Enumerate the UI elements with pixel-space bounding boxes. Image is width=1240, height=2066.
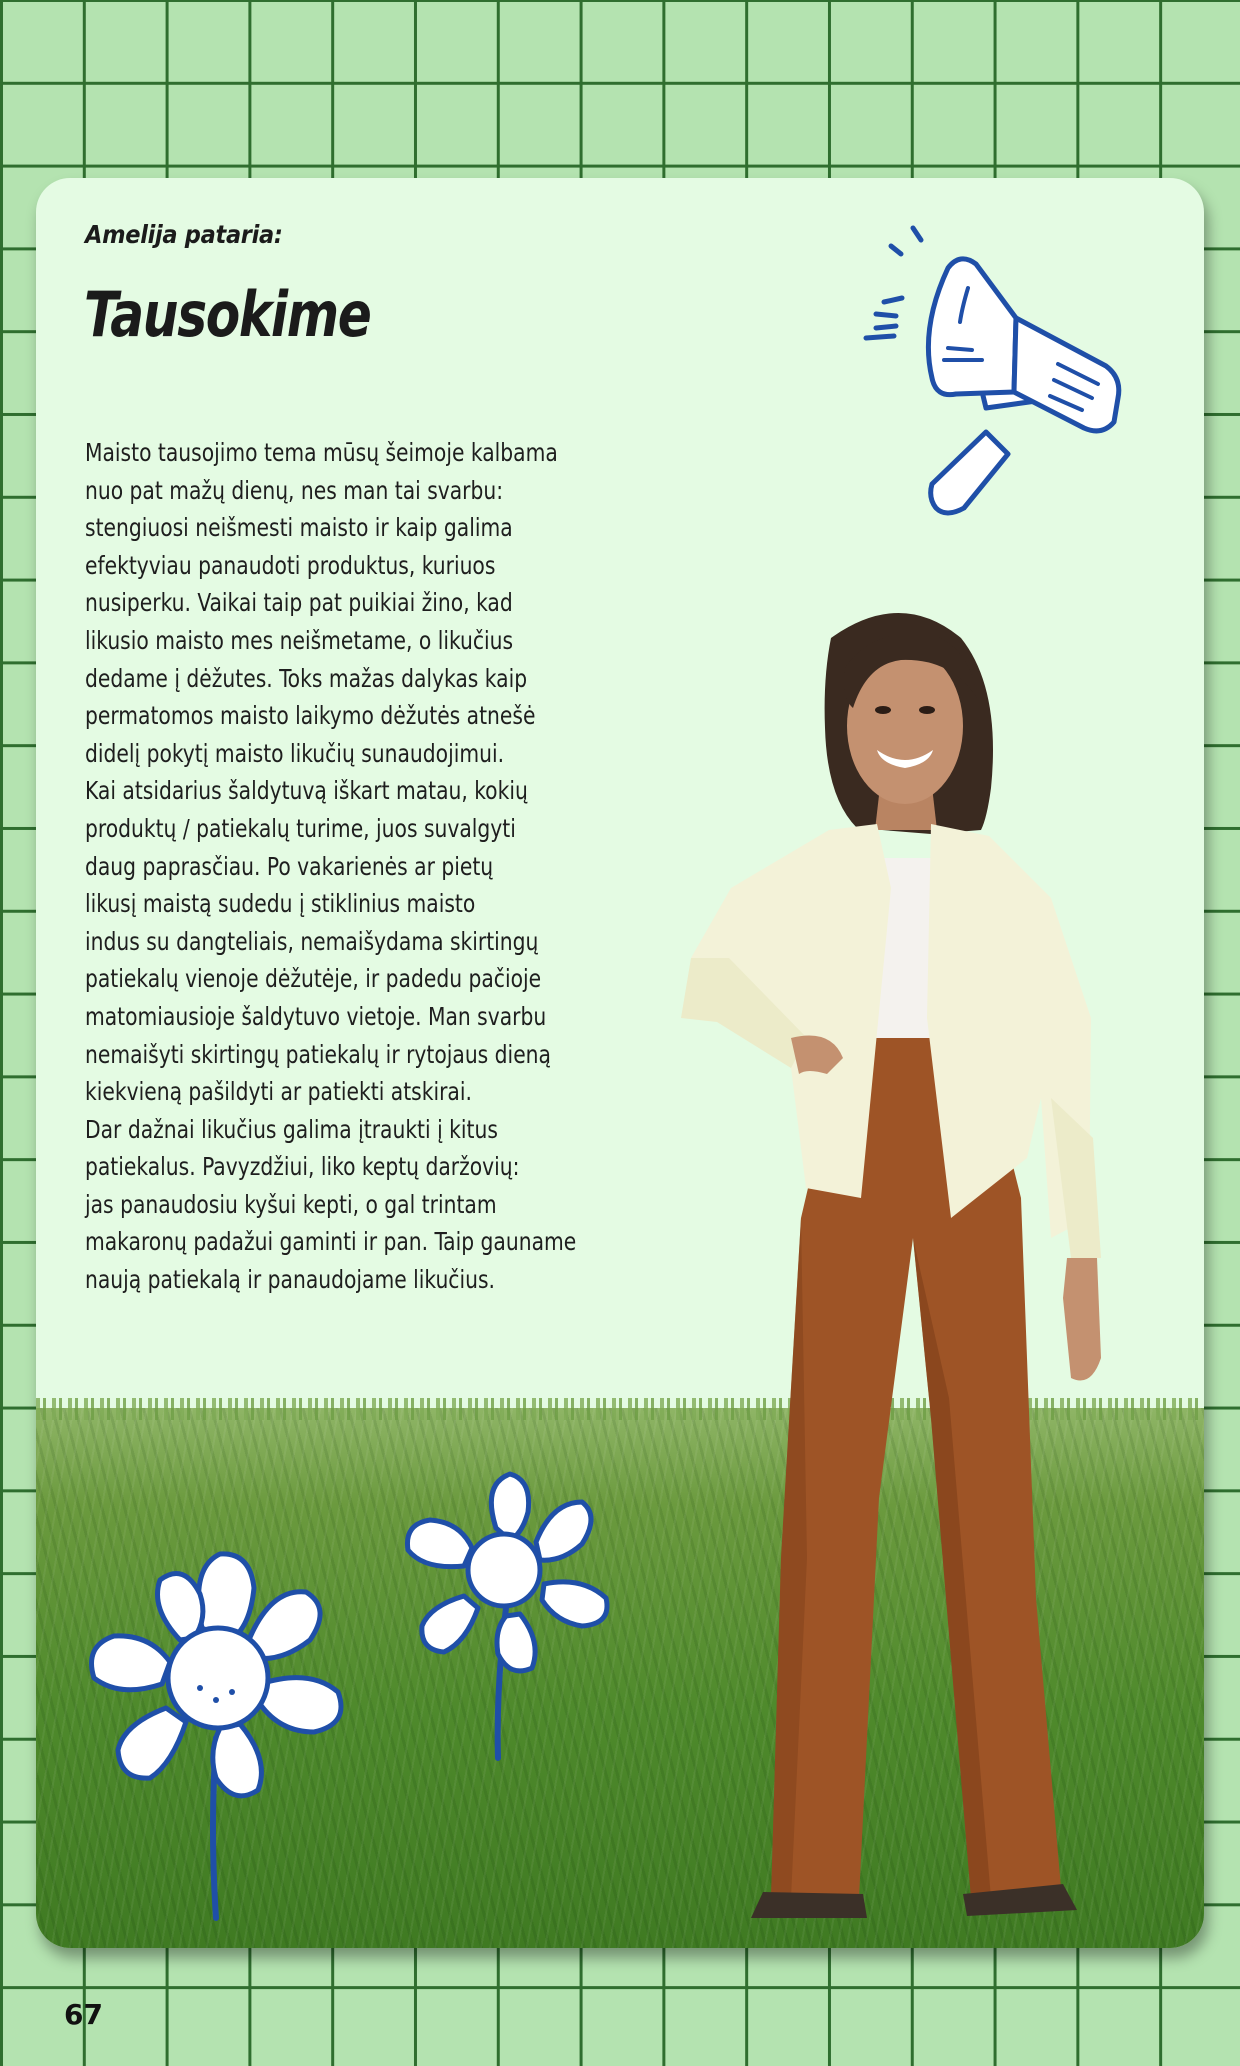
page-number: 67 [64,1998,103,2031]
article-body: Maisto tausojimo tema mūsų šeimoje kalbama nuo pat mažų dienų, nes man tai svarbu: stengiuosi neišmesti maisto ir kaip galima efektyviau panaudoti produktus, kuriuos nusiperku. Vaikai taip pat puikiai žino, kad likusio maisto mes neišmetame, o likučius dedame į dėžutes. Toks mažas dalykas kaip permatomos maisto laikymo dėžutės atnešė didelį pokytį maisto likučių sunaudojimui. Kai atsidarius šaldytuvą iškart matau, kokių produktų / patiekalų turime, juos suvalgyti daug paprasčiau. Po vakarienės ar pietų likusį maistą sudedu į stiklinius maisto indus su dangteliais, nemaišydama skirtingų patiekalų vienoje dėžutėje, ir padedu pačioje matomiausioje šaldytuvo vietoje. Man svarbu nemaišyti skirtingų patiekalų ir rytojaus dieną kiekvieną pašildyti ar patiekti atskirai. Dar dažnai likučius galima įtraukti į kitus patiekalus. Pavyzdžiui, liko keptų daržovių: jas panaudosiu kyšui kepti, o gal trintam makaronų padažui gaminti ir pan. Taip gauname naują patiekalą ir panaudojame likučius. [85,438,577,1295]
flower-icon [70,1528,390,1928]
flower-icon [386,1458,636,1778]
article-card [36,178,1204,1948]
person-illustration [631,598,1191,1948]
megaphone-icon [836,218,1196,538]
article-title: Tausokime [84,278,371,351]
article-kicker: Amelija pataria: [85,220,283,249]
